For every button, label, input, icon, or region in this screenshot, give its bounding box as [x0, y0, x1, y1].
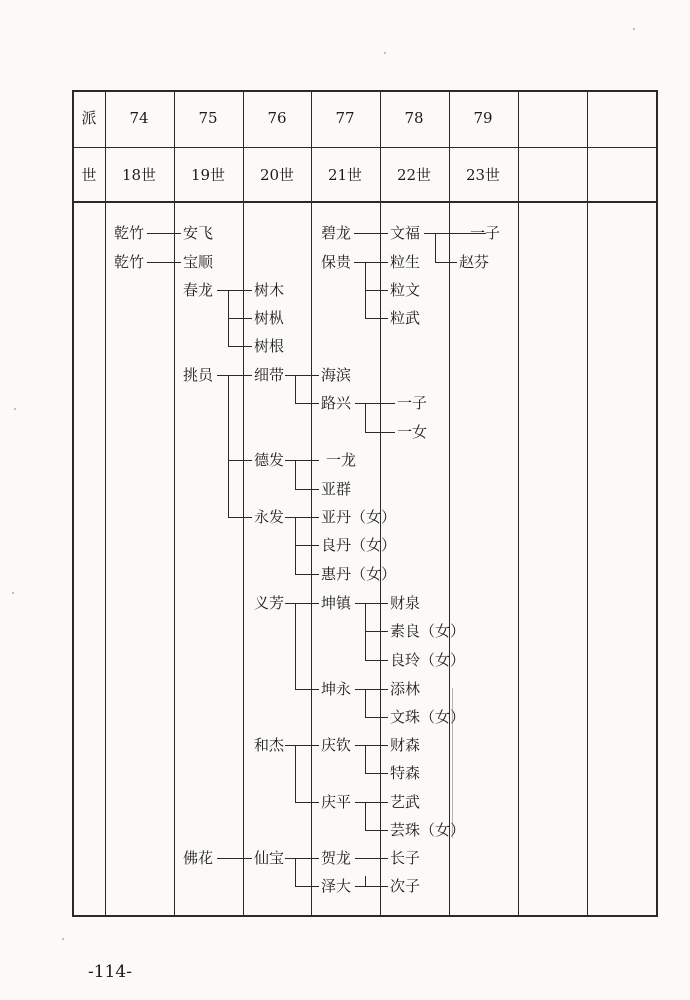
person-name: 仙宝	[254, 849, 285, 867]
generation-label: 21世	[327, 166, 363, 184]
connector	[295, 403, 319, 404]
person-name: 惠丹（女）	[321, 565, 397, 583]
pai-number: 77	[335, 109, 355, 127]
person-name: 一女	[397, 423, 428, 441]
connector	[355, 603, 388, 604]
connector	[355, 403, 395, 404]
connector	[365, 876, 366, 886]
connector	[365, 631, 388, 632]
connector	[365, 830, 388, 831]
person-name: 庆平	[321, 793, 352, 811]
table-bottom-border	[72, 915, 658, 917]
generation-label: 22世	[396, 166, 432, 184]
connector	[228, 517, 252, 518]
person-name: 义芳	[254, 594, 285, 612]
connector	[355, 802, 388, 803]
column-divider	[449, 90, 450, 917]
connector	[295, 858, 296, 886]
generation-label: 19世	[190, 166, 226, 184]
connector	[365, 432, 395, 433]
person-name: 长子	[390, 849, 421, 867]
connector	[365, 886, 388, 887]
connector	[435, 262, 457, 263]
person-name: 乾竹	[114, 224, 145, 242]
column-divider	[243, 90, 244, 917]
connector	[365, 802, 366, 830]
person-name: 安飞	[183, 224, 214, 242]
person-name: 春龙	[183, 281, 214, 299]
pai-number: 79	[473, 109, 493, 127]
person-name: 德发	[254, 451, 285, 469]
connector	[147, 233, 181, 234]
table-header-divider	[72, 201, 658, 203]
page-number: -114-	[88, 962, 132, 982]
table-top-border	[72, 90, 658, 92]
connector	[228, 460, 252, 461]
person-name: 庆钦	[321, 736, 352, 754]
column-divider	[380, 90, 381, 917]
person-name: 亚群	[321, 480, 352, 498]
person-name: 粒文	[390, 281, 421, 299]
person-name: 财泉	[390, 594, 421, 612]
connector	[295, 603, 296, 689]
person-name: 和杰	[254, 736, 285, 754]
connector	[217, 858, 252, 859]
scan-speck	[14, 408, 16, 410]
person-name: 亚丹（女）	[321, 508, 397, 526]
connector	[365, 403, 366, 432]
connector	[285, 375, 319, 376]
connector	[285, 517, 319, 518]
person-name: 文珠（女）	[390, 708, 466, 726]
person-name: 素良（女）	[390, 622, 466, 640]
person-name: 一子	[470, 224, 501, 242]
column-divider	[105, 90, 106, 917]
person-name: 碧龙	[321, 224, 352, 242]
person-name: 坤永	[321, 680, 352, 698]
connector	[228, 346, 252, 347]
person-name: 艺武	[390, 793, 421, 811]
person-name: 挑员	[183, 366, 214, 384]
person-name: 良丹（女）	[321, 536, 397, 554]
connector	[355, 689, 388, 690]
pai-number: 74	[129, 109, 149, 127]
person-name: 粒武	[390, 309, 421, 327]
table-left-border	[72, 90, 74, 917]
person-name: 树根	[254, 337, 285, 355]
scan-speck	[12, 592, 14, 594]
connector	[295, 802, 319, 803]
person-name: 特森	[390, 764, 421, 782]
generation-label: 20世	[259, 166, 295, 184]
scan-speck	[384, 52, 386, 54]
person-name: 芸珠（女）	[390, 821, 466, 839]
generation-label: 18世	[121, 166, 157, 184]
person-name: 一子	[397, 394, 428, 412]
connector	[365, 660, 388, 661]
person-name: 海滨	[321, 366, 352, 384]
column-divider	[587, 90, 588, 917]
connector	[435, 233, 436, 262]
person-name: 粒生	[390, 253, 421, 271]
scan-speck	[62, 938, 64, 940]
person-name: 路兴	[321, 394, 352, 412]
connector	[295, 886, 319, 887]
connector	[228, 318, 252, 319]
connector	[365, 773, 388, 774]
table-right-border	[656, 90, 658, 917]
person-name: 泽大	[321, 877, 352, 895]
connector	[355, 745, 388, 746]
connector	[285, 603, 319, 604]
person-name: 细带	[254, 366, 285, 384]
connector	[354, 262, 388, 263]
connector	[295, 745, 296, 802]
person-name: 添林	[390, 680, 421, 698]
connector	[295, 375, 296, 403]
person-name: 次子	[390, 877, 421, 895]
pai-number: 78	[404, 109, 424, 127]
connector	[365, 689, 366, 717]
connector	[295, 689, 319, 690]
pai-label: 派	[81, 109, 97, 127]
person-name: 赵芬	[459, 253, 490, 271]
person-name: 乾竹	[114, 253, 145, 271]
connector	[285, 858, 319, 859]
person-name: 宝顺	[183, 253, 214, 271]
pai-number: 75	[198, 109, 218, 127]
connector	[295, 489, 319, 490]
connector	[365, 717, 388, 718]
person-name: 树枞	[254, 309, 285, 327]
connector	[295, 574, 319, 575]
connector	[355, 886, 365, 887]
column-divider	[518, 90, 519, 917]
connector	[295, 460, 296, 489]
person-name: 文福	[390, 224, 421, 242]
person-name: 坤镇	[321, 594, 352, 612]
connector	[354, 233, 388, 234]
connector	[217, 375, 252, 376]
connector	[217, 290, 252, 291]
connector	[365, 290, 388, 291]
connector	[355, 858, 388, 859]
connector	[295, 545, 319, 546]
pai-number: 76	[267, 109, 287, 127]
connector	[147, 262, 181, 263]
connector	[365, 745, 366, 773]
person-name: 永发	[254, 508, 285, 526]
scan-speck	[633, 28, 635, 30]
generation-label: 23世	[465, 166, 501, 184]
person-name: 保贵	[321, 253, 352, 271]
connector	[365, 318, 388, 319]
person-name: 财森	[390, 736, 421, 754]
person-name: 树木	[254, 281, 285, 299]
table-row-divider	[72, 147, 658, 148]
person-name: 佛花	[183, 849, 214, 867]
person-name: 良玲（女）	[390, 651, 466, 669]
column-divider	[174, 90, 175, 917]
connector	[285, 745, 319, 746]
connector	[228, 375, 229, 518]
person-name: 贺龙	[321, 849, 352, 867]
connector	[285, 460, 319, 461]
shi-label: 世	[81, 166, 97, 184]
person-name: 一龙	[326, 451, 357, 469]
column-divider	[311, 90, 312, 917]
